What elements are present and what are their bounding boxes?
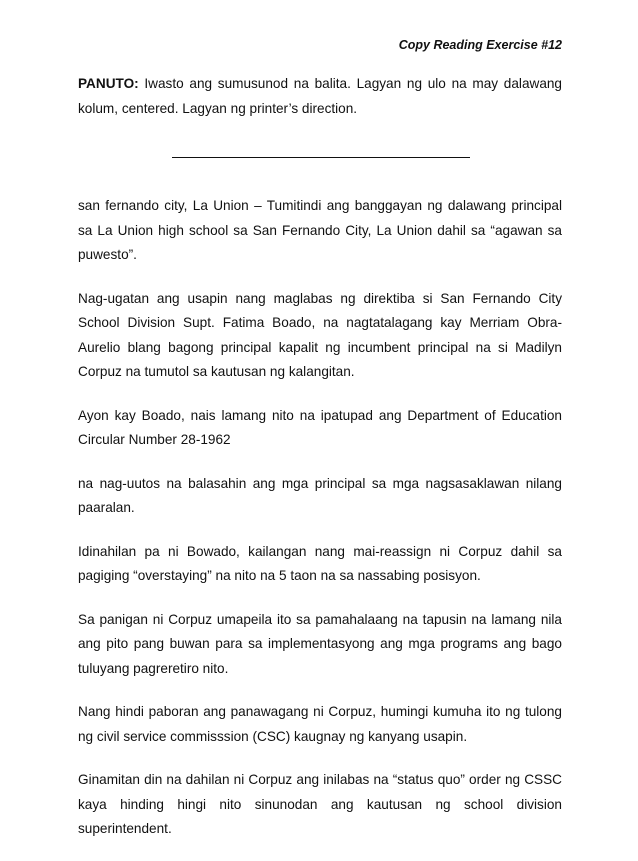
headline-blank-line (172, 157, 470, 158)
news-paragraph: na nag-uutos na balasahin ang mga principal sa mga nagsasaklawan nilang paaralan. (78, 475, 562, 515)
news-paragraph: Ginamitan din na dahilan ni Corpuz ang inilabas na “status quo” order ng CSSC kaya hinding hingi nito sinunodan ang kautusan ng school division superintendent. (78, 772, 562, 836)
instructions-text: Iwasto ang sumusunod na balita. Lagyan ng ulo na may dalawang kolum, centered. Lagyan ng printer’s direction. (78, 76, 562, 116)
news-paragraph: Sa panigan ni Corpuz umapeila ito sa pamahalaang na tapusin na lamang nila ang pito pang buwan para sa implementasyong ang mga programs ang bago tuluyang pagreretiro nito. (78, 611, 562, 676)
document-body (78, 72, 562, 861)
news-paragraph: Ayon kay Boado, nais lamang nito na ipatupad ang Department of Education Circular Number 28-1962 (78, 407, 562, 447)
news-paragraph: san fernando city, La Union – Tumitindi ang banggayan ng dalawang principal sa La Union high school sa San Fernando City, La Union dahil sa “agawan sa puwesto”. (78, 198, 562, 262)
instructions-label: PANUTO: (78, 76, 139, 91)
instructions (78, 72, 562, 121)
news-paragraph: Nang hindi paboran ang panawagang ni Corpuz, humingi kumuha ito ng tulong ng civil service commisssion (CSC) kaugnay ng kanyang usapin. (78, 704, 562, 744)
exercise-title: Copy Reading Exercise #12 (398, 38, 562, 52)
news-paragraph: Nag-ugatan ang usapin nang maglabas ng direktiba si San Fernando City School Division Supt. Fatima Boado, na nagtatalagang kay Merriam Obra-Aurelio blang bagong principal kapalit ng incumbent principal na si Madilyn Corpuz na tumutol sa kautusan ng kalangitan. (78, 290, 562, 379)
news-paragraph: Idinahilan pa ni Bowado, kailangan nang mai-reassign ni Corpuz dahil sa pagiging “overstaying” na nito na 5 taon na sa nassabing posisyon. (78, 543, 562, 583)
